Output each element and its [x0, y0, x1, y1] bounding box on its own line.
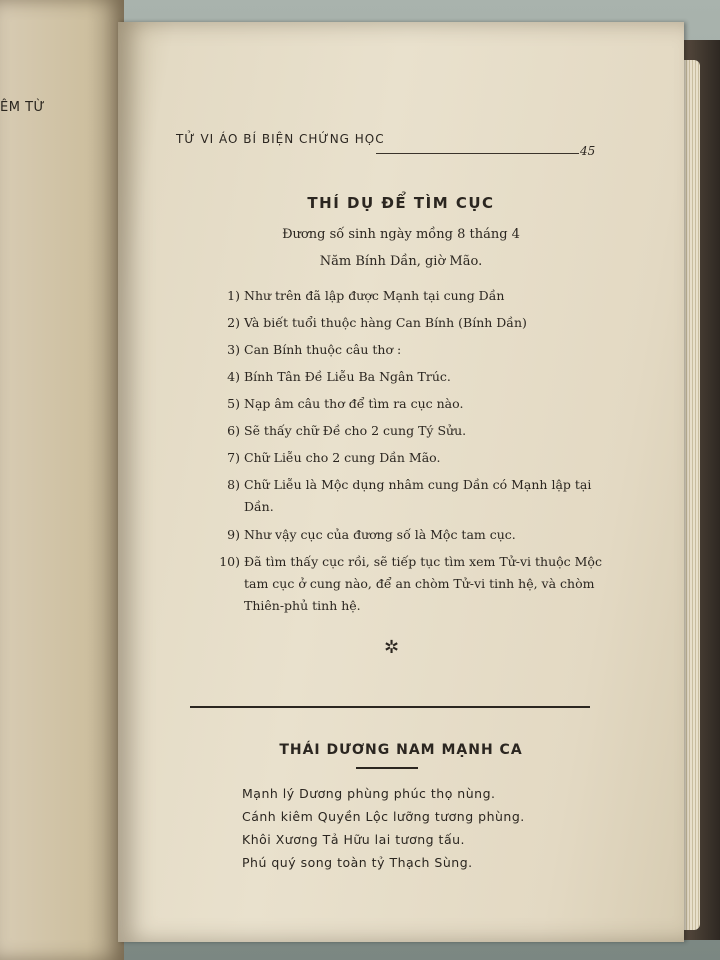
page-number: 45	[580, 144, 596, 158]
list-item-text: Can Bính thuộc câu thơ :	[244, 342, 402, 357]
list-item-number: 5)	[227, 396, 240, 411]
list-item	[214, 471, 604, 521]
poem-title: THÁI DƯƠNG NAM MẠNH CA	[279, 742, 523, 758]
list-item-number: 9)	[227, 527, 240, 542]
list-item-number: 7)	[227, 450, 240, 465]
numbered-list	[214, 282, 604, 620]
list-item-number: 8)	[227, 477, 240, 492]
poem-title-underline	[356, 767, 418, 769]
section-title: THÍ DỤ ĐỂ TÌM CỤC	[307, 194, 495, 212]
right-page	[118, 22, 684, 942]
list-item-number: 1)	[227, 288, 240, 303]
list-item-text: Như vậy cục của đương số là Mộc tam cục.	[244, 527, 516, 542]
left-page	[0, 0, 124, 960]
list-item-text: Chữ Liễu là Mộc dụng nhâm cung Dần có Mạnh lập tại Dần.	[244, 477, 592, 514]
poem-line: Mạnh lý Dương phùng phúc thọ nùng.	[242, 786, 496, 801]
list-item-text: Sẽ thấy chữ Đề cho 2 cung Tý Sửu.	[244, 423, 467, 438]
section-divider	[190, 706, 590, 708]
asterism-ornament-icon: ✲	[384, 637, 400, 658]
list-item	[214, 548, 604, 620]
running-title: TỬ VI ÁO BÍ BIỆN CHỨNG HỌC	[176, 132, 385, 146]
section-subtitle-line: Năm Bính Dần, giờ Mão.	[319, 254, 483, 269]
list-item-text: Đã tìm thấy cục rồi, sẽ tiếp tục tìm xem Tử-vi thuộc Mộc tam cục ở cung nào, để an chòm Tử-vi tinh hệ, và chòm Thiên-phủ tinh hệ.	[244, 554, 602, 613]
list-item-text: Và biết tuổi thuộc hàng Can Bính (Bính Dần)	[244, 315, 527, 330]
list-item	[214, 363, 604, 390]
poem-line: Phú quý song toàn tỷ Thạch Sùng.	[242, 855, 473, 870]
list-item-number: 6)	[227, 423, 240, 438]
poem-body	[242, 782, 525, 874]
list-item-text: Chữ Liễu cho 2 cung Dần Mão.	[244, 450, 441, 465]
list-item	[214, 417, 604, 444]
list-item-number: 2)	[227, 315, 240, 330]
list-item-number: 4)	[227, 369, 240, 384]
poem-line: Khôi Xương Tả Hữu lai tương tấu.	[242, 832, 466, 847]
poem-line: Cánh kiêm Quyền Lộc lưỡng tương phùng.	[242, 809, 525, 824]
running-title-rule	[376, 153, 579, 154]
list-item	[214, 390, 604, 417]
list-item-number: 10)	[219, 554, 240, 569]
list-item	[214, 309, 604, 336]
list-item-text: Như trên đã lập được Mạnh tại cung Dần	[244, 288, 505, 303]
list-item-number: 3)	[227, 342, 240, 357]
list-item	[214, 336, 604, 363]
list-item	[214, 444, 604, 471]
list-item-text: Bính Tân Đề Liễu Ba Ngân Trúc.	[244, 369, 451, 384]
section-subtitle-line: Đương số sinh ngày mồng 8 tháng 4	[282, 227, 520, 242]
left-page-text-fragment: ÊM TỪ	[0, 100, 46, 115]
list-item-text: Nạp âm câu thơ để tìm ra cục nào.	[244, 396, 464, 411]
list-item	[214, 282, 604, 309]
list-item	[214, 521, 604, 548]
